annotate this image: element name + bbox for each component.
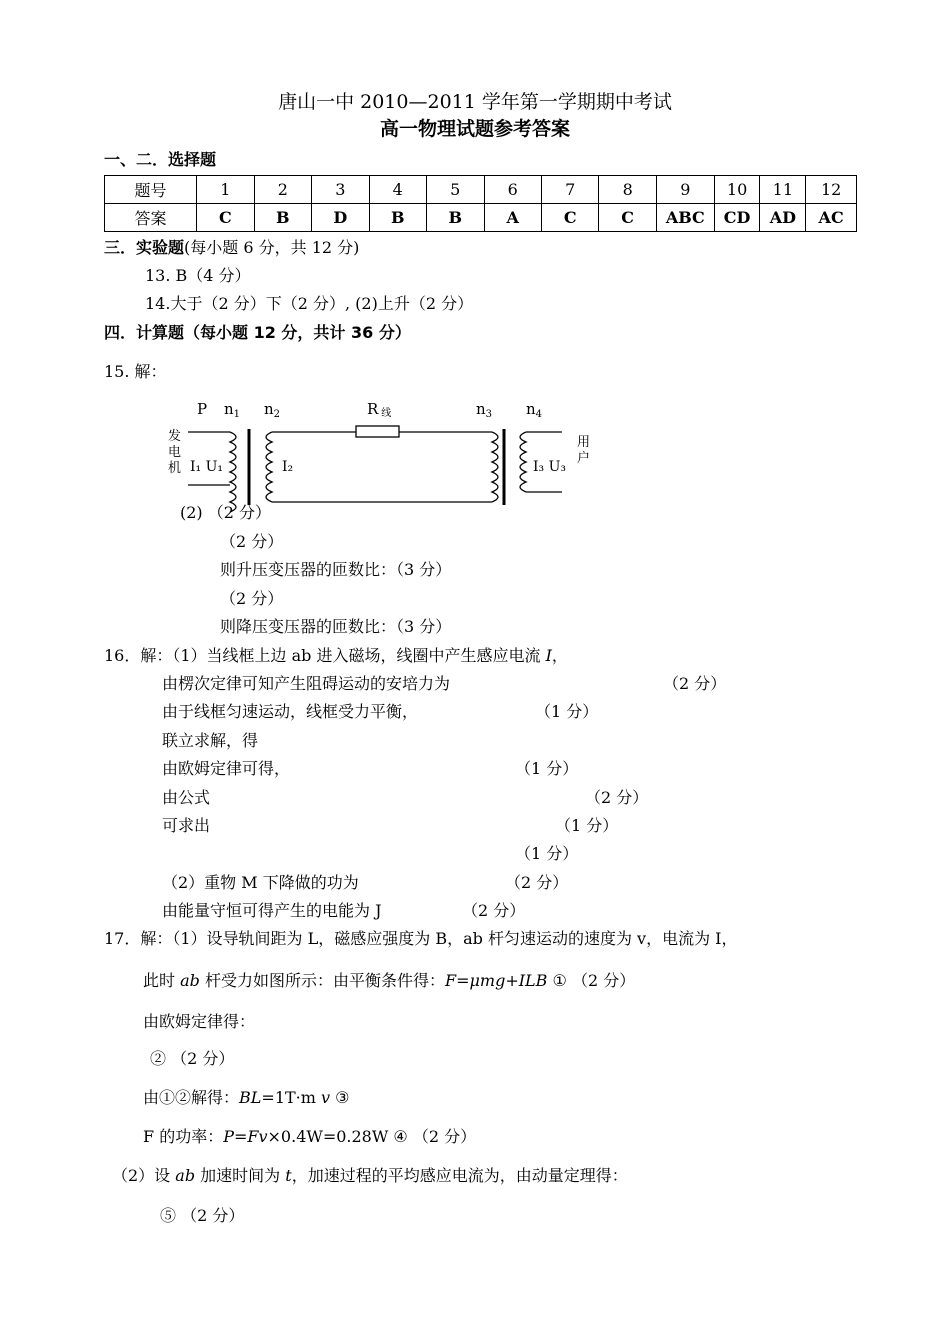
q15-heading: 15. 解： bbox=[104, 362, 167, 381]
section-experiment-heading bbox=[104, 240, 359, 256]
table-row-answers bbox=[105, 204, 857, 232]
q16-line-6: 可求出 bbox=[162, 816, 211, 835]
table-cell: 6 bbox=[484, 176, 541, 204]
table-cell: AC bbox=[806, 204, 857, 232]
answer-table bbox=[104, 175, 857, 232]
table-row-numbers bbox=[105, 176, 857, 204]
q15-line-4: （2 分） bbox=[220, 589, 284, 608]
table-cell: 1 bbox=[197, 176, 254, 204]
table-cell: B bbox=[254, 204, 311, 232]
section-note: （每小题 12 分，共计 36 分） bbox=[184, 323, 411, 342]
label-r-line: R线 bbox=[367, 400, 392, 419]
q15-line-3: 则升压变压器的匝数比：（3 分） bbox=[220, 560, 452, 579]
answer-q14: 14.大于（2 分）下（2 分）, (2)上升（2 分） bbox=[145, 294, 474, 313]
q16-line-8: （2）重物 M 下降做的功为 bbox=[162, 873, 359, 892]
section-title: 四．计算题 bbox=[104, 323, 185, 342]
q17-line-5: 由①②解得：BL=1T·m v ③ bbox=[143, 1088, 350, 1107]
label-user-1: 用 bbox=[577, 435, 591, 450]
q17-line-2: 此时 ab 杆受力如图所示：由平衡条件得：F=μmg+ILB ① （2 分） bbox=[143, 971, 636, 990]
q16-score-6: （1 分） bbox=[555, 816, 619, 835]
q17-line-6: F 的功率：P=Fv×0.4W=0.28W ④ （2 分） bbox=[143, 1127, 477, 1146]
q17-line-7: （2）设 ab 加速时间为 t，加速过程的平均感应电流为，由动量定理得： bbox=[112, 1166, 628, 1185]
table-cell: 9 bbox=[656, 176, 714, 204]
q16-score-4: （1 分） bbox=[515, 759, 579, 778]
table-header-cell: 题号 bbox=[105, 176, 197, 204]
table-cell: 7 bbox=[541, 176, 598, 204]
q16-line-4: 由欧姆定律可得， bbox=[162, 759, 291, 778]
table-header-cell: 答案 bbox=[105, 204, 197, 232]
table-cell: C bbox=[599, 204, 656, 232]
table-cell: C bbox=[197, 204, 254, 232]
label-n1: $n_1$ bbox=[224, 400, 241, 420]
q15-line-1: (2) （2 分） bbox=[180, 503, 272, 522]
label-n2: $n_2$ bbox=[264, 400, 281, 420]
table-cell: 8 bbox=[599, 176, 656, 204]
q15-line-5: 则降压变压器的匝数比：（3 分） bbox=[220, 617, 452, 636]
q16-score-8: （2 分） bbox=[505, 873, 569, 892]
q16-score-2: （1 分） bbox=[535, 702, 599, 721]
table-cell: D bbox=[312, 204, 369, 232]
section-note: (每小题 6 分，共 12 分) bbox=[184, 238, 360, 257]
q16-score-9: （2 分） bbox=[462, 901, 526, 920]
q16-heading: 16．解：（1）当线框上边 ab 进入磁场，线圈中产生感应电流 I， bbox=[104, 646, 568, 665]
answer-q13: 13. B（4 分） bbox=[145, 266, 251, 285]
section-choice-label: 一、二．选择题 bbox=[104, 150, 217, 169]
exam-subtitle: 高一物理试题参考答案 bbox=[379, 118, 570, 140]
table-cell: B bbox=[369, 204, 426, 232]
q17-line-1: 17．解：（1）设导轨间距为 L，磁感应强度为 B，ab 杆匀速运动的速度为 v，电流为 I， bbox=[104, 929, 738, 948]
label-user-2: 户 bbox=[577, 451, 591, 466]
coil-n2 bbox=[266, 432, 272, 502]
q16-line-3: 联立求解，得 bbox=[162, 731, 259, 750]
q17-line-4: ② （2 分） bbox=[150, 1049, 235, 1068]
section-title: 三．实验题 bbox=[104, 238, 185, 257]
label-n3: $n_3$ bbox=[476, 400, 493, 420]
table-cell: 12 bbox=[806, 176, 857, 204]
label-i2: I₂ bbox=[282, 459, 294, 475]
q17-line-3: 由欧姆定律得： bbox=[143, 1012, 256, 1031]
label-generator-2: 电 bbox=[168, 445, 182, 460]
table-cell: ABC bbox=[656, 204, 714, 232]
q16-score-5: （2 分） bbox=[585, 788, 649, 807]
q16-line-1: 由楞次定律可知产生阻碍运动的安培力为 bbox=[162, 674, 451, 693]
q15-line-2: （2 分） bbox=[220, 532, 284, 551]
label-i1-u1: I₁ U₁ bbox=[190, 459, 224, 475]
table-cell: B bbox=[427, 204, 484, 232]
resistor-line bbox=[356, 426, 399, 437]
q16-score-7: （1 分） bbox=[515, 844, 579, 863]
label-p: P bbox=[197, 400, 208, 418]
table-cell: A bbox=[484, 204, 541, 232]
coil-n4 bbox=[520, 432, 526, 492]
label-n4: $n_4$ bbox=[526, 400, 543, 420]
q16-score-1: （2 分） bbox=[663, 674, 727, 693]
table-cell: AD bbox=[760, 204, 806, 232]
q16-line-2: 由于线框匀速运动，线框受力平衡， bbox=[162, 702, 419, 721]
table-cell: 11 bbox=[760, 176, 806, 204]
q16-line-5: 由公式 bbox=[162, 788, 211, 807]
q17-line-8: ⑤ （2 分） bbox=[160, 1206, 245, 1225]
exam-title: 唐山一中 2010—2011 学年第一学期期中考试 bbox=[278, 91, 672, 113]
table-cell: 10 bbox=[714, 176, 760, 204]
table-cell: 5 bbox=[427, 176, 484, 204]
table-cell: 3 bbox=[312, 176, 369, 204]
table-cell: C bbox=[541, 204, 598, 232]
label-generator-3: 机 bbox=[168, 461, 182, 476]
table-cell: 2 bbox=[254, 176, 311, 204]
label-generator-1: 发 bbox=[168, 429, 182, 444]
table-cell: 4 bbox=[369, 176, 426, 204]
table-cell: CD bbox=[714, 204, 760, 232]
label-i3-u3: I₃ U₃ bbox=[533, 459, 567, 475]
coil-n3 bbox=[492, 432, 498, 502]
q16-line-9: 由能量守恒可得产生的电能为 J bbox=[162, 901, 382, 920]
coil-n1 bbox=[230, 432, 236, 512]
section-calc-heading bbox=[104, 325, 411, 341]
